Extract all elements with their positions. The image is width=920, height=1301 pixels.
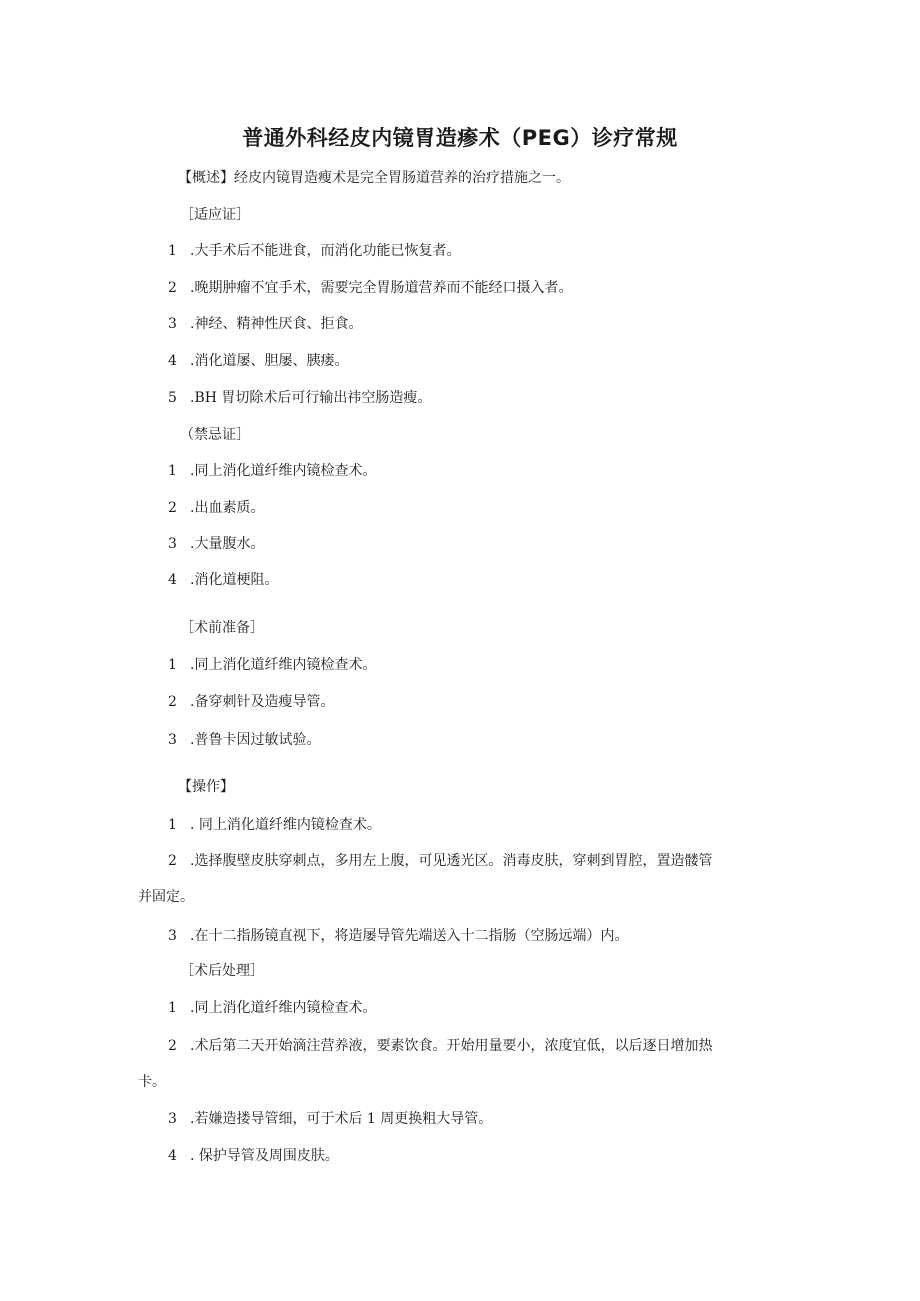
list-item: 3 .若嫌造搂导管细，可于术后 1 周更换粗大导管。 [168, 1111, 493, 1127]
list-item: 4 . 保护导管及周围皮肤。 [168, 1148, 339, 1164]
list-item: 1 .同上消化道纤维内镜检查术。 [168, 657, 377, 673]
overview-text: 【概述】经皮内镜胃造瘦术是完全胃肠道营养的治疗措施之一。 [178, 170, 570, 186]
list-item: 1 . 同上消化道纤维内镜检查术。 [168, 817, 381, 833]
list-item: 2 .备穿刺针及造瘦导管。 [168, 694, 335, 710]
page-title: 普通外科经皮内镜胃造瘆术（PEG）诊疗常规 [242, 126, 678, 150]
list-item-continuation: 并固定。 [138, 889, 194, 905]
list-item: 4 .消化道屡、胆屡、胰瘘。 [168, 353, 349, 369]
section-header-operation: 【操作】 [178, 779, 234, 795]
list-item: 3 .大量腹水。 [168, 536, 265, 552]
list-item: 5 .BH 胃切除术后可行输出祎空肠造瘦。 [168, 390, 432, 406]
section-header-indications: ［适应证］ [180, 207, 250, 223]
list-item: 2 .出血素质。 [168, 500, 265, 516]
list-item: 3 .神经、精神性厌食、拒食。 [168, 316, 363, 332]
list-item: 1 .同上消化道纤维内镜检查术。 [168, 463, 377, 479]
list-item: 2 .晚期肿瘤不宜手术，需要完全胃肠道营养而不能经口摄入者。 [168, 280, 573, 296]
section-header-preparation: ［术前准备］ [180, 620, 264, 636]
list-item: 2 .术后第二天开始滴注营养液，要素饮食。开始用量要小，浓度宜低，以后逐日增加热 [168, 1038, 713, 1054]
list-item: 3 .在十二指肠镜直视下，将造屡导管先端送入十二指肠（空肠远端）内。 [168, 928, 629, 944]
list-item: 3 .普鲁卡因过敏试验。 [168, 732, 321, 748]
list-item: 1 .同上消化道纤维内镜检查术。 [168, 1000, 377, 1016]
section-header-postop: ［术后处理］ [180, 963, 264, 979]
list-item-continuation: 卡。 [138, 1074, 166, 1090]
list-item: 2 .选择腹壁皮肤穿刺点，多用左上腹，可见透光区。消毒皮肤，穿刺到胃腔，置造髅管 [168, 853, 713, 869]
list-item: 4 .消化道梗阻。 [168, 572, 279, 588]
section-header-contraindications: （禁忌证］ [180, 427, 250, 443]
list-item: 1 .大手术后不能进食，而消化功能已恢复者。 [168, 243, 461, 259]
